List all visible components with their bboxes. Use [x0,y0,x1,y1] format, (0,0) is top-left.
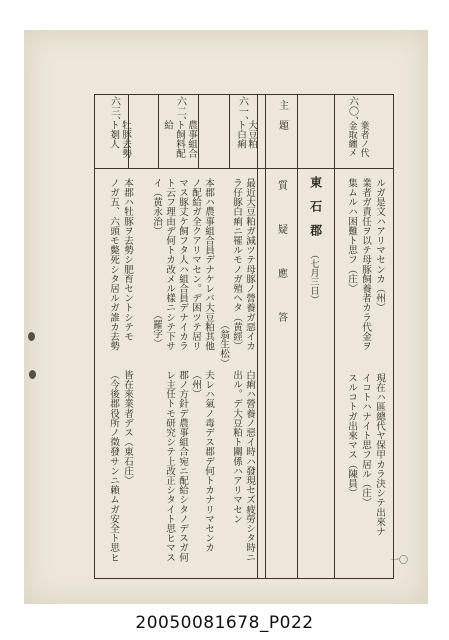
answer-line: 白痢ハ營養ノ惡イ時ハ發現セズ疲勞シタ時ニ [244,370,256,562]
answer-line: レ主任トモ研究シテ上改正シタイト思ヒマス [164,370,176,562]
subject-row-rule-right [334,168,394,169]
answer-line: 夫レハ氣ノ毒デス郡デ何トカナリマセンカ [203,370,215,553]
image-caption: 20050081678_P022 [135,613,314,633]
answer-line: 集ムルハ困難ト思フ（庄） [346,178,358,294]
item-number: 六二、 [174,96,186,126]
qa-column-header: 質 疑 應 答 [275,180,287,334]
answer-line: 本郡ハ農事組合員デナケレバ大豆粕其他 [203,178,215,351]
item-number: 六一、 [236,96,248,126]
item-subject-line: 金取纏メ [346,121,357,157]
answer-line: 最近大豆粕ガ減ツテ母豚ノ營養ガ惡イカ [244,178,256,351]
table-top-rule [94,94,394,95]
answer-line: （羅字） [151,310,163,349]
column-rule [297,94,298,578]
answer-line: スルコトガ出來マス（陳員） [346,373,358,498]
answer-line: 現在ハ區總代ヤ保甲カラ決シテ出來ナ [374,373,386,537]
answer-line: イ（黄永治） [151,178,163,236]
answer-line: 出ル。デ大豆粕ト關係ハアリマセン [231,370,243,524]
table-left-border [94,94,95,578]
column-rule [334,94,335,578]
item-number: 六〇、 [346,96,358,126]
column-rule [257,94,258,578]
item-subject-line: ト白痢 [235,120,247,149]
item-number: 六三、 [108,96,120,126]
subject-row-rule [94,168,334,169]
column-rule [198,94,199,168]
district-name: 東 石 郡 [308,176,323,236]
answer-line: 業者ガ責任ヲ以テ母豚飼養者カラ代金ヲ [360,178,372,351]
item-subject-line: ト飼料配 [174,120,186,159]
column-rule [229,94,230,168]
answer-line: 本郡ハ牡豚ヲ去勢シ肥育セントシテモ [122,178,134,342]
answer-line: ト云フ理由デ何トカ改メル樣ニシテ下サ [164,178,176,351]
table-right-border [393,94,394,578]
table-bottom-rule [94,578,394,579]
item-subject-line: 大豆粕 [246,120,258,149]
answer-line: ノガ五、六頭モ斃死シタ居ルガ誰カ去勢 [108,178,120,351]
answer-line: （州） [190,370,202,399]
subject-column-header: 主 題 [276,100,288,130]
answer-line: 郡ノ方針デ農事組合宛ニ配給シタノデスガ何 [177,370,189,562]
page-number: 一〇 [390,556,409,566]
column-rule [265,94,266,578]
item-subject-line: 給 [162,120,174,130]
answer-line: ノ配給ガ全クアリマセン。デ困ツテ居リ [190,178,202,351]
answer-line: イコトハナイト思フ居ル（庄） [360,373,372,508]
item-subject-line: ト剗人 [108,120,120,149]
answer-line: ラ仔豚白痢ニ罹ルモノガ殖ヘタ（黄經） [231,178,243,351]
item-subject-line: 業者ノ代 [358,121,369,157]
answer-line: （翁生松） [218,320,230,368]
binding-hole-top [28,332,35,341]
column-rule [158,94,159,168]
binding-hole-bottom [29,370,36,379]
answer-line: （今後郡役所ノ徵發サンニ賴ムガ安全ト思ヒ [108,370,120,562]
item-subject-line: 牡豚去勢 [120,120,132,159]
district-date: （七月三日） [308,250,319,304]
answer-line: ルガ是文ハアリマセンカ（州） [374,178,386,313]
item-subject-line: 農事組合 [186,120,198,159]
answer-line: 皆在來業者デス（東石庄） [122,370,134,486]
answer-line: マス豚丈ケ飼フタ人ハ組合員デナイカラ [177,178,189,351]
